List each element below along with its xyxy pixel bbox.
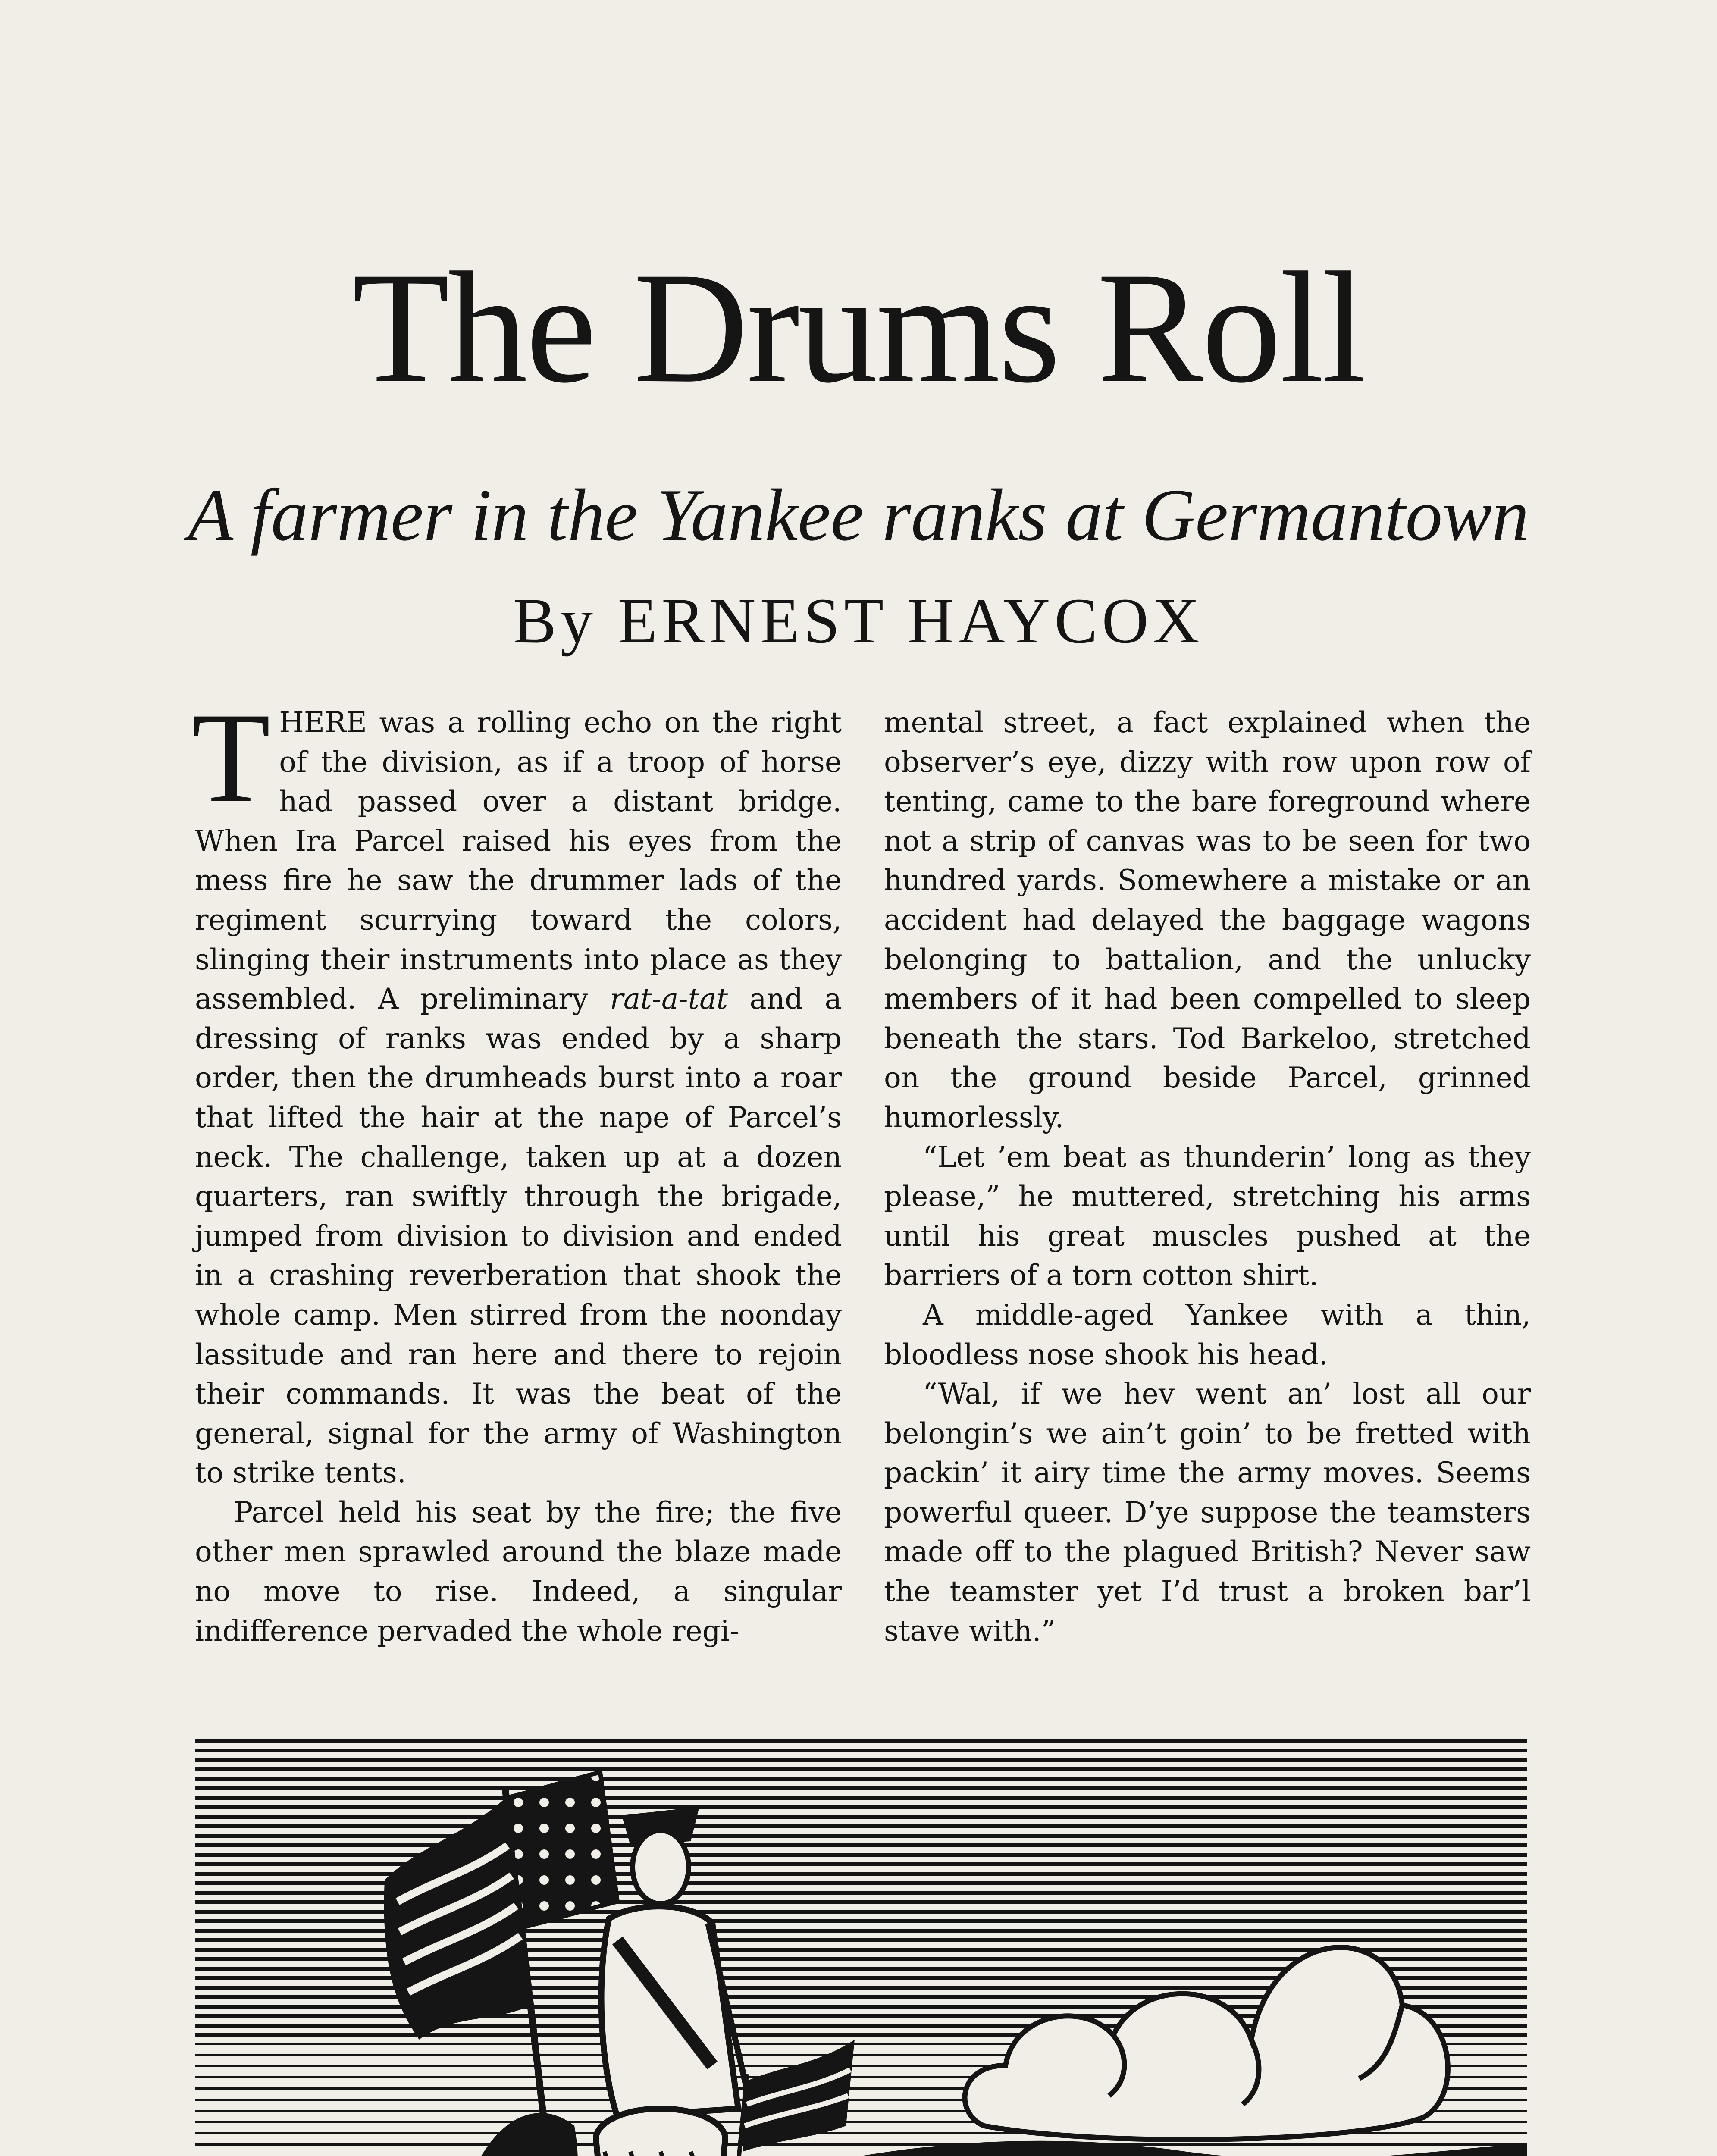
body-column-right <box>884 703 1531 1651</box>
paragraph-1-italic: rat-a-tat <box>610 982 728 1016</box>
article-title: The Drums Roll <box>352 239 1365 416</box>
paragraph-1-end: and a dressing of ranks was ended by a sharp order, then the drumheads burst into a roar that lifted the hair at the nape of Parcel’s neck. The challenge, taken up at a dozen quarters, ran swiftly through the brigade, jumped from division to division and ended in a crashing reverberation that shook the whole camp. Men stirred from the noonday lassitude and ran here and there to rejoin their commands. It was the beat of the general, signal for the army of Washington to strike tents. <box>195 982 842 1490</box>
paragraph-1 <box>191 686 842 1493</box>
paragraph-4: “Let ’em beat as thunderin’ long as they please,” he muttered, stretching his arms until his great muscles pushed at the barriers of a torn cotton shirt. <box>884 1140 1531 1292</box>
paragraph-3: mental street, a fact explained when the observer’s eye, dizzy with row upon row of tenting, came to the bare foreground where not a strip of canvas was to be seen for two hundred yards. Somewhere a mistake or an accident had delayed the baggage wagons belonging to battalion, and the unlucky members of it had been compelled to sleep beneath the stars. Tod Barkeloo, stretched on the ground beside Parcel, grinned humorlessly. <box>884 706 1531 1134</box>
paragraph-1-start: HERE was a rolling echo on the right of the division, as if a troop of horse had passed over a distant bridge. When Ira Parcel raised his eyes from the mess fire he saw the drummer lads of the regiment scurrying toward the colors, slinging their instruments into place as they assembled. A preliminary <box>195 706 842 1016</box>
paragraph-6: “Wal, if we hev went an’ lost all our belongin’s we ain’t goin’ to be fretted with packin’ it airy time the army moves. Seems powerful queer. D’ye suppose the teamsters made off to the plagued British? Never saw the teamster yet I’d trust a broken bar’l stave with.” <box>884 1377 1531 1648</box>
woodcut-illustration <box>195 1738 1527 2156</box>
body-column-left <box>191 686 842 1651</box>
paragraph-2: Parcel held his seat by the fire; the five other men sprawled around the blaze made no move to rise. Indeed, a singular indifference pervaded the whole regi- <box>195 1495 842 1648</box>
paragraph-5: A middle-aged Yankee with a thin, bloodless nose shook his head. <box>884 1298 1531 1371</box>
article-subtitle: A farmer in the Yankee ranks at Germantown <box>188 474 1529 556</box>
article-byline: By ERNEST HAYCOX <box>513 585 1204 657</box>
drop-cap: T <box>191 686 271 829</box>
